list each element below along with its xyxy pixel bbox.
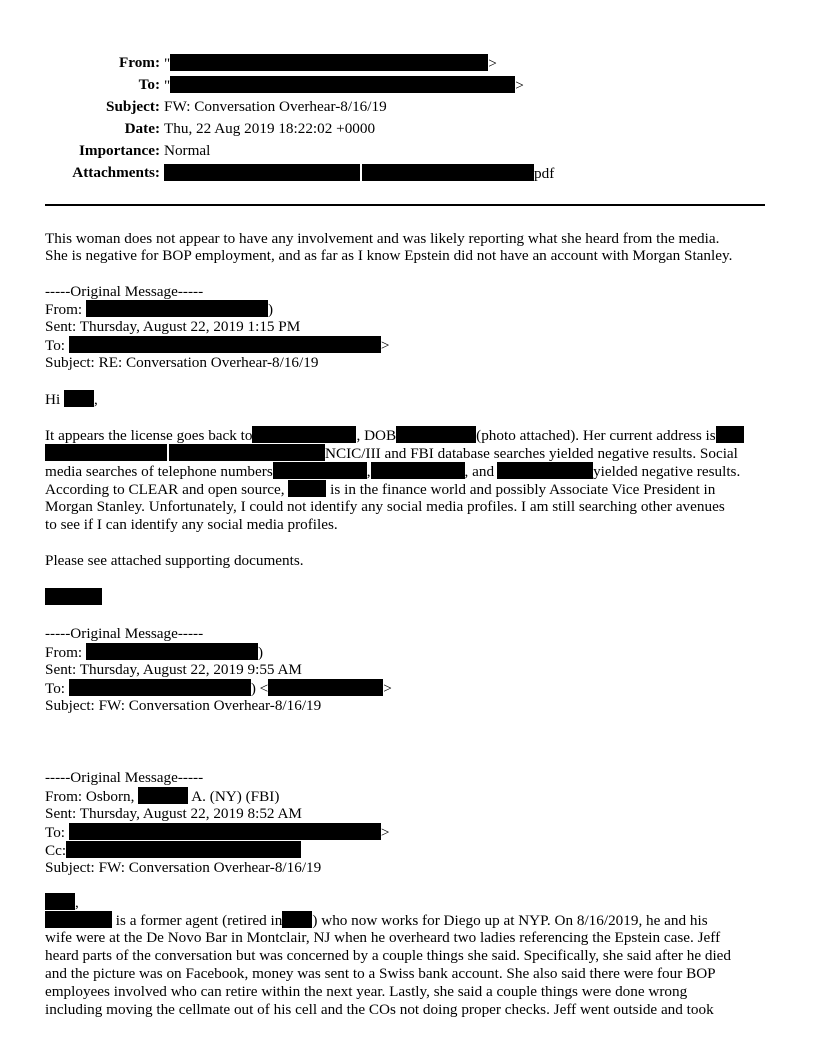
paren: ) — [267, 301, 273, 318]
to-bracket: > — [515, 77, 524, 94]
redaction-box — [169, 444, 325, 461]
redaction-box — [86, 643, 258, 660]
msg2-subject-line: Subject: FW: Conversation Overhear-8/16/19 — [45, 697, 322, 714]
msg3-paragraph-line: wife were at the De Novo Bar in Montclair, NJ when he overheard two ladies referencing the Epstein case. Jeff — [45, 929, 721, 946]
from-quote: " — [164, 55, 171, 72]
from-text: From: Osborn, — [45, 788, 135, 805]
from-bracket: > — [488, 55, 497, 72]
comma: , — [75, 894, 79, 911]
msg1-sent-line: Sent: Thursday, August 22, 2019 1:15 PM — [45, 318, 301, 335]
msg3-paragraph-line — [45, 911, 708, 930]
original-message-separator: -----Original Message----- — [45, 625, 204, 642]
paren: ) — [257, 644, 263, 661]
msg1-paragraph-line: Morgan Stanley. Unfortunately, I could not identify any social media profiles. I am still searching other avenues — [45, 498, 725, 515]
redaction-box — [45, 588, 102, 605]
subject-value: FW: Conversation Overhear-8/16/19 — [164, 98, 387, 115]
to-text: To: — [45, 824, 66, 841]
bracket: > — [380, 337, 390, 354]
header-divider — [45, 204, 765, 206]
msg1-paragraph-line — [45, 462, 740, 481]
intro-line: She is negative for BOP employment, and as far as I know Epstein did not have an account with Morgan Stanley. — [45, 247, 733, 264]
msg1-to-line — [45, 336, 389, 355]
text: , DOB — [356, 427, 397, 444]
msg3-paragraph-line: heard parts of the conversation but was concerned by a couple things she said. Specifically, she said after he died — [45, 947, 732, 964]
redaction-box — [252, 426, 356, 443]
text: yielded negative results. — [593, 463, 741, 480]
date-label: Date: — [124, 120, 160, 137]
msg3-from-line — [45, 787, 279, 806]
to-label: To: — [138, 76, 160, 93]
date-value: Thu, 22 Aug 2019 18:22:02 +0000 — [164, 120, 376, 137]
msg2-from-line — [45, 643, 263, 662]
msg3-paragraph-line: and the picture was on Facebook, money was sent to a Swiss bank account. She also said there were four BOP — [45, 965, 716, 982]
to-text: To: — [45, 680, 66, 697]
redaction-box — [268, 679, 383, 696]
cc-text: Cc: — [45, 842, 67, 859]
from-text: A. (NY) (FBI) — [191, 788, 280, 805]
importance-value: Normal — [164, 142, 211, 159]
original-message-separator: -----Original Message----- — [45, 769, 204, 786]
msg1-greeting — [45, 390, 98, 409]
separator: ) < — [250, 680, 269, 697]
from-text: From: — [45, 301, 83, 318]
msg1-subject-line: Subject: RE: Conversation Overhear-8/16/19 — [45, 354, 319, 371]
greeting-text: Hi — [45, 391, 61, 408]
redaction-box — [45, 911, 112, 928]
text: ) who now works for Diego up at NYP. On 8/16/2019, he and his — [312, 912, 708, 929]
msg3-paragraph-line: including moving the cellmate out of his cell and the COs not doing proper checks. Jeff went outside and took — [45, 1001, 714, 1018]
text: According to CLEAR and open source, — [45, 481, 285, 498]
msg2-to-line — [45, 679, 392, 698]
redaction-box — [138, 787, 188, 804]
redaction-box — [66, 841, 301, 858]
from-value — [164, 54, 497, 73]
text: , — [366, 463, 371, 480]
redaction-box — [86, 300, 268, 317]
msg1-paragraph-line — [45, 426, 744, 445]
from-text: From: — [45, 644, 83, 661]
redaction-box — [69, 679, 251, 696]
redaction-box — [282, 911, 312, 928]
redaction-box — [45, 893, 75, 910]
redaction-box — [170, 76, 515, 93]
redaction-box — [716, 426, 744, 443]
intro-line: This woman does not appear to have any involvement and was likely reporting what she heard from the media. — [45, 230, 720, 247]
msg2-sent-line: Sent: Thursday, August 22, 2019 9:55 AM — [45, 661, 302, 678]
msg1-paragraph-line — [45, 444, 738, 463]
redaction-box — [362, 164, 534, 181]
attachments-value[interactable] — [164, 164, 554, 183]
redaction-box — [288, 480, 326, 497]
redaction-box — [396, 426, 476, 443]
msg3-paragraph-line: employees involved who can retire within the next year. Lastly, she said a couple things were done wrong — [45, 983, 688, 1000]
msg3-subject-line: Subject: FW: Conversation Overhear-8/16/19 — [45, 859, 322, 876]
to-text: To: — [45, 337, 66, 354]
from-label: From: — [118, 54, 160, 71]
text: NCIC/III and FBI database searches yielded negative results. Social — [325, 445, 738, 462]
redaction-box — [64, 390, 94, 407]
text: (photo attached). Her current address is — [476, 427, 716, 444]
text: It appears the license goes back to — [45, 427, 253, 444]
msg1-paragraph-line — [45, 480, 715, 499]
redaction-box — [497, 462, 593, 479]
msg3-to-line — [45, 823, 389, 842]
redaction-box — [69, 823, 381, 840]
text: is a former agent (retired in — [115, 912, 283, 929]
msg3-greeting — [45, 893, 79, 912]
comma: , — [93, 391, 98, 408]
text: media searches of telephone numbers — [45, 463, 273, 480]
redaction-box — [69, 336, 381, 353]
msg1-from-line — [45, 300, 273, 319]
to-quote: " — [164, 77, 171, 94]
bracket: > — [383, 680, 392, 697]
redaction-box — [45, 444, 167, 461]
bracket: > — [380, 824, 390, 841]
msg3-sent-line: Sent: Thursday, August 22, 2019 8:52 AM — [45, 805, 302, 822]
to-value — [164, 76, 524, 95]
importance-label: Importance: — [79, 142, 160, 159]
redaction-box — [273, 462, 367, 479]
msg3-cc-line — [45, 841, 301, 860]
signature-redaction — [45, 588, 102, 607]
text: , and — [464, 463, 495, 480]
original-message-separator: -----Original Message----- — [45, 283, 204, 300]
msg1-attachments-note: Please see attached supporting documents. — [45, 552, 304, 569]
attachment-ext: pdf — [534, 165, 555, 182]
msg1-paragraph-line: to see if I can identify any social media profiles. — [45, 516, 338, 533]
subject-label: Subject: — [106, 98, 160, 115]
redaction-box — [164, 164, 360, 181]
text: is in the finance world and possibly Associate Vice President in — [330, 481, 716, 498]
attachments-label: Attachments: — [72, 164, 160, 181]
redaction-box — [371, 462, 465, 479]
redaction-box — [170, 54, 488, 71]
